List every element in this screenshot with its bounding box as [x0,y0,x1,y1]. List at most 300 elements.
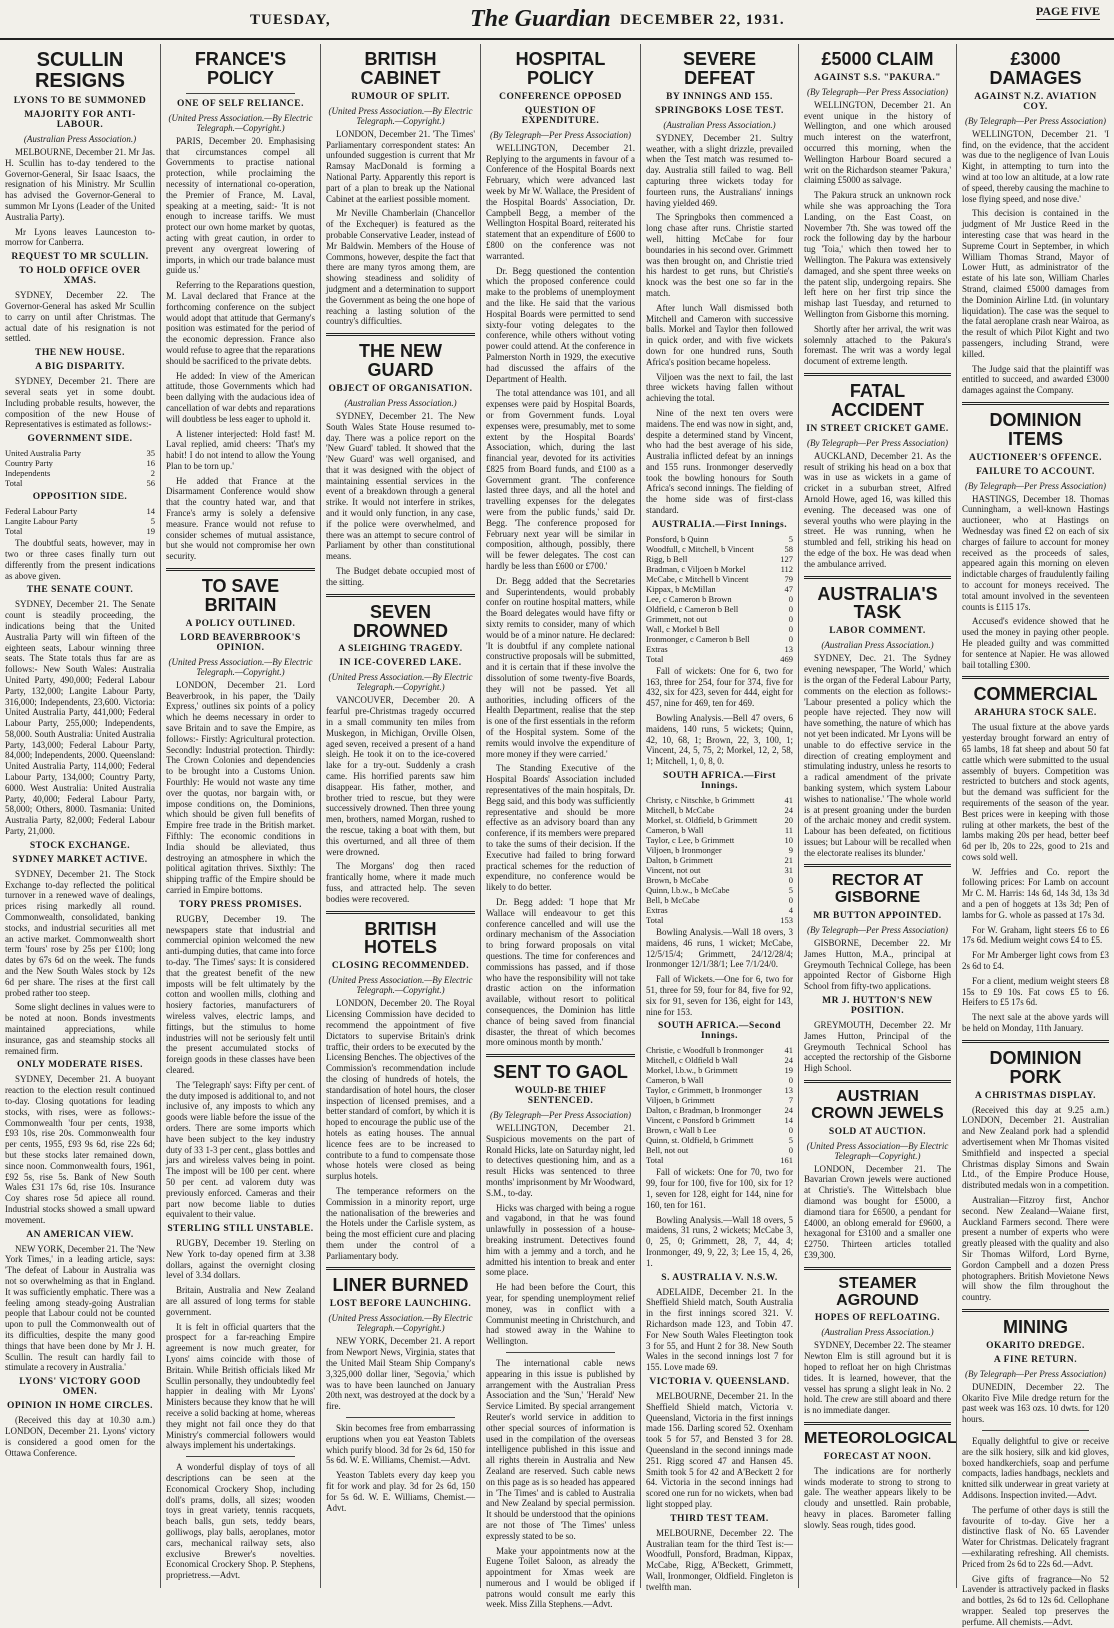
subheading: FORECAST AT NOON. [823,1451,932,1462]
batsman: Ponsford, b Quinn [646,533,709,544]
batsman: Total [646,915,664,926]
news-agency-credit: (United Press Association.—By Electric Telegraph.—Copyright.) [328,672,473,693]
runs: 153 [780,915,793,926]
seat-count: 35 [146,448,155,459]
runs: 14 [784,1115,793,1126]
subheading: FAILURE TO ACCOUNT. [976,466,1095,477]
subheading: GOVERNMENT SIDE. [27,434,133,445]
news-agency-credit: (By Telegraph—Per Press Association) [490,1110,631,1121]
article-paragraph: It is felt in official quarters that the prospect for a far-reaching Empire agreement is now much greater, for Lyons' aims coincide with those of Britain. While British officials liked Mr Scullin personally, they undoubtedly feel happier in dealing with Mr Lyons' Ministers because they know that he will receive a solid backing at home, whereas they might not fail once they do that Ministry's commercial followers would always implement his undertakings. [166,1321,315,1451]
table-row [646,634,793,644]
runs: 31 [784,865,793,876]
table-row [646,1135,793,1145]
article-paragraph: The usual fixture at the above yards yesterday brought forward an entry of 65 lambs, 18 fat sheep and about 50 fat cattle which were submitted to the usual assembly of buyers. Competition was restricted to butchers and stock agents, but the demand was sufficient for the requirements of the season of the year. Best prices were in keeping with those ruling at other markets, the best of the lambs making 20s per head, better beef 6d per lb, 20s to 22s, good to 21s and cows sold well. [962,722,1109,862]
article-paragraph: MELBOURNE, December 22. The Australian team for the third Test is:—Woodfull, Ponsford, Bradman, Kippax, McCabe, Rigg, A'Beckett, Grimmett, Wall, Ironmonger, Oldfield. Fingleton is twelfth man. [646,1527,793,1592]
article-paragraph: Dr. Begg questioned the contention which the proposed conference could make to the problems of unemployment and the like. He said that the various Hospital Boards were permitted to send sixty-four voting delegates to the conference, while others without voting power could attend. At the conference in Palmerston North in 1929, the executive had discussed the affairs of the Department of Health. [486,265,635,384]
runs: 13 [784,643,793,654]
article-paragraph: Fall of wickets: One for 6, two for 163, three for 254, four for 374, five for 432, six for 423, seven for 444, eight for 457, nine for 469, ten for 469. [646,665,793,709]
subheading: ONE OF SELF RELIANCE. [177,98,304,109]
runs: 41 [784,795,793,806]
divider [186,1456,295,1457]
table-row [646,915,793,925]
government-seats-table [5,448,155,488]
subheading: VICTORIA V. QUEENSLAND. [649,1376,790,1387]
table-row [646,795,793,805]
article-paragraph: A listener interjected: Hold fast! M. Laval replied, amid cheers: 'That's my habit! I do not intend to allow the Young Plan to be torn up.' [166,428,315,471]
runs: 20 [784,815,793,826]
article-paragraph: Bowling Analysis.—Wall 18 overs, 3 maidens, 46 runs, 1 wicket; McCabe, 12/5/15/4; Grimmett, 24/12/28/4; Ironmonger 12/1/38/1; Lee 7/1/24/0. [646,927,793,970]
runs: 161 [780,1155,793,1166]
batsman: Kippax, b McMillan [646,583,716,594]
article-paragraph: Nine of the next ten overs were maidens. The end was now in sight, and, despite a determined stand by Vincent, who had the best average of his side, Australia inflicted defeat by an innings and 155 runs. Ironmonger deservedly took the bowling honours for South Africa's second innings. The fielding of the home side was of first-class standard. [646,407,793,516]
batsman: Vincent, c Ponsford b Grimmett [646,1115,755,1126]
table-row [646,855,793,865]
article-paragraph: MELBOURNE, December 21. Mr Jas. H. Scullin has to-day tendered to the Governor-General, Sir Isaac Isaacs, the resignation of his Ministry. Mr Scullin has advised the Governor-General to summon Mr Lyons (Leader of the United Australia Party). [5,147,155,222]
article-paragraph: RUGBY, December 19. Sterling on New York to-day opened firm at 3.38 dollars, against the overnight closing level of 3.34 dollars. [166,1238,315,1281]
article-paragraph: W. Jeffries and Co. report the following prices: For Lamb on account Mr C. M. Harris: 14s 6d, 14s 3d, 13s 3d and a pen of hoggets at 13s 3d; Pen of lambs for G. whole as passed at 17s 3d. [962,866,1109,920]
table-row [5,478,155,488]
batsman: Morkel, st. Oldfield, b Grimmett [646,815,758,826]
subheading: SYDNEY MARKET ACTIVE. [12,854,148,865]
table-row [646,835,793,845]
table-row [5,458,155,468]
divider [804,373,951,376]
headline: AUSTRIAN CROWN JEWELS [811,1088,944,1122]
runs: 11 [784,825,793,836]
party-name: Langite Labour Party [5,516,78,527]
article-paragraph: He added that France at the Disarmament Conference would show that the country hated war, and that France's army is solely a defensive measure. France would not refuse to consider schemes of mutual assistance, but she would not compromise her own security. [166,475,315,562]
party-name: Total [5,526,23,537]
subheading: STERLING STILL UNSTABLE. [167,1224,314,1235]
batsman: Bell, b McCabe [646,895,700,906]
article-paragraph: He had been before the Court, this year, for spending unemployment relief money, was in conflict with a Communist meeting in Christchurch, and had stowed away in the Wahine to Wellington. [486,1282,635,1347]
article-paragraph: ADELAIDE, December 21. In the Sheffield Shield match, South Australia in the first innings scored 321. V. Richardson made 123, and Tobin 47. For New South Wales Fleetington took 3 for 55, and Hunt 2 for 38. New South Wales in the second innings lost 7 for 155. Love made 69. [646,1286,793,1373]
subheading: A SLEIGHING TRAGEDY. [338,644,463,655]
table-row [646,805,793,815]
divider [326,911,475,914]
article-paragraph: The next sale at the above yards will be held on Monday, 11th January. [962,1012,1109,1034]
batsman: Lee, c Cameron b Brown [646,593,732,604]
runs: 0 [788,1075,793,1086]
advertisement: Skin becomes free from embarrassing eruptions when you eat Yeaston Tablets which purify blood. 3d for 2s 6d, 150 for 5s 6d. W. E. Williams, Chemist.—Advt. [326,1422,475,1466]
headline: HOSPITAL POLICY [515,49,606,88]
subheading: CLOSING RECOMMENDED. [331,961,470,972]
subheading: AUCTIONEER'S OFFENCE. [969,452,1102,463]
runs: 0 [788,613,793,624]
news-agency-credit: (United Press Association.—By Electric Telegraph.—Copyright.) [328,975,473,996]
divider [962,676,1109,679]
runs: 0 [788,1145,793,1156]
table-row [646,534,793,544]
subheading: LYONS TO BE SUMMONED [13,96,147,106]
article-paragraph: VANCOUVER, December 20. A fearful pre-Christmas tragedy occurred in a small community ten miles from Muskegon, in Michigan, Orville Olsen, aged seven, received a present of a hand sleigh. He took it on to the ice-covered lake for a try-out. Suddenly a crash came. His horrified parents saw him disappear. His father, mother, and brother tried to rescue, but they were successively drowned. Then three young men, brothers, named Morgan, rushed to the rescue, taking a boat with them, but this overturned, and all three of them were drowned. [326,695,475,857]
subheading: SOUTH AFRICA.—Second Innings. [658,1021,781,1042]
batsman: Brown, c Wall b Lee [646,1125,717,1136]
headline: AUSTRALIA'S TASK [817,583,938,623]
article-paragraph: After lunch Wall dismissed both Mitchell and Cameron with successive balls. Morkel and Taylor then followed in quick order, and with five wickets down for one hundred runs, South Africa's position became hopeless. [646,302,793,367]
table-row [646,885,793,895]
subheading: RUMOUR OF SPLIT. [351,91,450,102]
article-paragraph: WELLINGTON, December 21. Suspicious movements on the part of Ronald Hicks, late on Saturday night, led to detectives questioning him, and as a result Hicks was sentenced to three months' imprisonment by Mr Woodward, S.M., to-day. [486,1123,635,1198]
table-row [5,468,155,478]
divider [486,1054,635,1057]
article-paragraph: The Springboks then commenced a long chase after runs. Christie started well, hitting McCabe for four boundaries in his second over. Grimmett was then brought on, and Christie tried his hardest to get runs, but Christie's knock was the best one so far in the match. [646,212,793,298]
news-agency-credit: (Australian Press Association.) [821,1327,934,1338]
masthead-day: TUESDAY, [250,12,331,28]
runs: 0 [788,593,793,604]
article-paragraph: SYDNEY, Dec. 21. The Sydney evening newspaper, 'The World,' which is the organ of the Federal Labour Party, comments on the election as follows:- 'Labour presented a policy which the people have rejected. They now will have something, the nature of which has not yet been indicated. Mr Lyons will be unable to do effective service in the direction of creating employment and stimulating industry, unless he resorts to a radical amendment of the private banking system, which system Labour wishes to nationalise.' 'The whole world is at present groaning under the burden of the archaic money and credit system. Labour has been defeated, on fictitious issues; but Labour will be recalled when the electorate realises its blunder.' [804,653,951,858]
runs: 21 [784,855,793,866]
runs: 47 [784,583,793,594]
article-paragraph: RUGBY, December 19. The newspapers state that industrial and commercial opinion welcomed the new anti-dumping duties, that came into force to-day. 'The Times' says: It is considered that the greatest benefit of the new imposts will be felt ultimately by the cotton and woollen mills, clothing and hosiery factories, manufacturers of wireless valves, electric lamps, and fittings, but the stimulus to home industries will not be seriously felt until the present accumulated stocks of foreign goods in these classes have been cleared. [166,913,315,1075]
article-paragraph: Britain, Australia and New Zealand are all assured of long terms for stable government. [166,1285,315,1317]
table-row [646,574,793,584]
article-paragraph: HASTINGS, December 18. Thomas Cunningham, a well-known Hastings auctioneer, who at Hastings on Wednesday was fined £2 on each of six charges of failure to account for money received as the proceeds of sales, appeared again this morning on eleven indictable charges of fraudulently failing to account for moneys received. The total amount involved in the seventeen counts is £115 17s. [962,493,1109,612]
article-paragraph: Bowling Analysis.—Bell 47 overs, 6 maidens, 140 runs, 5 wickets; Quinn, 42, 10, 68, 1; Brown, 22, 3, 100, 1; Vincent, 24, 5, 75, 2; Morkel, 12, 2, 58, 1; Mitchell, 1, 0, 8, 0. [646,713,793,767]
batsman: Extras [646,643,668,654]
subheading: QUESTION OF EXPENDITURE. [521,105,600,126]
subheading: LYONS' VICTORY GOOD OMEN. [19,1377,141,1398]
runs: 19 [784,1065,793,1076]
subheading: OKARITO DREDGE. [986,1340,1085,1351]
article-paragraph: MELBOURNE, December 21. In the Sheffield Shield match, Victoria v. Queensland, Victoria in the first innings made 156. Darling scored 52. Oxenham took 5 for 57, and Bensted 3 for 28. Queensland in the second innings made 251. Rigg scored 47 and Hansen 45. Smith took 5 for 42 and A'Beckett 2 for 64. Victoria in the second innings had scored one run for no wickets, when bad light stopped play. [646,1390,793,1509]
headline: MINING [1003,1316,1068,1337]
batsman: Woodfull, c Mitchell, b Vincent [646,543,754,554]
runs: 112 [780,563,793,574]
runs: 0 [788,895,793,906]
headline: SEVERE DEFEAT [682,49,757,88]
article-paragraph: SYDNEY, December 21. There are several seats yet in some doubt. Including probable results, however, the composition of the new House of Representatives is estimated as follows:- [5,376,155,430]
article-paragraph: AUCKLAND, December 21. As the result of striking his head on a box that was in use as wickets in a game of cricket in a suburban street, Alfred Arnold Howe, aged 16, was killed this evening. The deceased was one of several youths who were playing in the street. He was running, when he stumbled and fell, striking his head on the edge of the box. He was dead when the ambulance arrived. [804,450,951,569]
advertisement: The perfume of other days is still the favourite of to-day. Give her a distinctive flask of No. 65 Lavender Water for Christmas. Delicately fragrant—exhilarating refreshing. All chemists. Priced from 2s 6d to 22s 6d.—Advt. [962,1504,1109,1569]
divider [166,568,315,571]
notice-paragraph: The international cable news appearing in this issue is published by arrangement with the Australian Press Association and the 'Sun,' 'Herald' New Service Limited. By special arrangement Reuter's world service in addition to other special sources of information is used in the compilation of the overseas intelligence published in this issue and all rights therein in Australia and New Zealand are reserved. Such cable news on this page as is so headed has appeared in 'The Times' and is cabled to Australia and New Zealand by special permission. It should be understood that the opinions are not those of 'The Times' unless expressly stated to be so. [486,1357,635,1541]
seat-count: 2 [150,468,155,479]
table-row [646,1075,793,1085]
table-row [5,526,155,536]
headline: RECTOR AT GISBORNE [831,872,924,907]
article-paragraph: The Judge said that the plaintiff was entitled to succeed, and awarded £3000 damages against the Company. [962,363,1109,396]
runs: 58 [784,543,793,554]
subheading: MR BUTTON APPOINTED. [813,911,942,922]
batsman: Total [646,1155,664,1166]
article-paragraph: Fall of wickets: One for 70, two for 99, four for 100, five for 100, six for 1?1, seven for 128, eight for 144, nine for 160, ten for 161. [646,1167,793,1210]
batsman: Total [646,653,664,664]
divider [346,1417,455,1418]
news-agency-credit: (United Press Association.—By Electric Telegraph.—Copyright.) [168,112,313,133]
subheading: A POLICY OUTLINED. [185,618,296,629]
table-row [646,1045,793,1055]
subheading: LOST BEFORE LAUNCHING. [329,1299,472,1310]
subheading: THIRD TEST TEAM. [670,1513,769,1524]
runs: 10 [784,835,793,846]
divider [326,333,475,336]
subheading: STOCK EXCHANGE. [29,840,131,851]
column-7 [956,44,1114,1627]
batsman: Rigg, b Bell [646,553,688,564]
column-4 [480,44,640,1610]
table-row [646,875,793,885]
article-paragraph: This decision is contained in the judgment of Mr Justice Reed in the interesting case that was heard in the Supreme Court in September, in which William Thomas Strand, Mayor of Lower Hutt, as administrator of the estate of his late son, William Charles Strand, claimed £5000 damages from the Dominion Airline Ltd. (in voluntary liquidation). The case was the sequel to the fatal aeroplane crash near Wairoa, as the result of which Pilot Kight and two passengers, including Strand, were killed. [962,208,1109,359]
news-agency-credit: (By Telegraph—Per Press Association) [807,86,948,97]
column-6 [798,44,956,1588]
article-paragraph: Australian—Fitzroy first, Anchor second. New Zealand—Waiane first, Auckland Farmers second. There were present a number of experts who were greatly pleased with the quality and also Sir Thomas Wilford, Lord Byrne, Gordon Campbell and a dozen Press photographers. British Movietone News will show the film throughout the country. [962,1195,1109,1303]
batsman: Dalton, c Bradman, b Ironmonger [646,1105,762,1116]
masthead-title: The Guardian [470,6,611,32]
subheading: ARAHURA STOCK SALE. [974,708,1097,719]
article-paragraph: The Morgans' dog then raced frantically home, where it made much fuss, and attracted help. The seven bodies were recovered. [326,861,475,904]
table-row [646,624,793,634]
batsman: Brown, b McCabe [646,875,709,886]
news-agency-credit: (By Telegraph—Per Press Association) [965,115,1106,126]
divider [962,1040,1109,1043]
party-name: Country Party [5,458,53,469]
headline: METEOROLOGICAL [804,1429,957,1447]
batsman: Taylor, c Grimmett, b Ironmonger [646,1085,762,1096]
runs: 13 [784,1085,793,1096]
article-paragraph: SYDNEY, December 22. The Governor-General has asked Mr Scullin to carry on until after Christmas. The actual date of his resignation is not settled. [5,290,155,344]
table-row [5,506,155,516]
headline: SEVEN DROWNED [353,601,448,641]
divider [326,1267,475,1270]
article-paragraph: SYDNEY, December 21. A buoyant reaction to the election result continued to-day. Closing quotations for leading stocks, with rises, were as follows:- Commonwealth 'four per cents, 1938, £93 10s, rise 20s. Commonwealth four per cents, 1955, £93 9s 6d, rise 22s 6d; but these stocks later remained down, since noon. Commonwealth fours, 1961, £92 5s, rise 5s. Bank of New South Wales £31 17s 6d, rise 10s. Insurance Coy shares rose 5d apiece all round. Industrial stocks showed a small upward movement. [5,1074,155,1225]
article-paragraph: Hicks was charged with being a rogue and vagabond, in that he was found unlawfully in possession of a house-breaking instrument. Detectives found him with a jemmy and a torch, and he admitted his intention to break and enter some place. [486,1202,635,1278]
batsman: McCabe, c Mitchell b Vincent [646,573,749,584]
table-row [646,905,793,915]
column-1 [0,44,160,1588]
headline: £5000 CLAIM [821,49,934,69]
table-row [646,865,793,875]
table-row [646,594,793,604]
subheading: SPRINGBOKS LOSE TEST. [655,105,784,116]
article-paragraph: LONDON, December 20. The Royal Licensing Commission have decided to recommend the appointment of five Dictators to supervise Britain's drink traffic, their orders to be executed by the Licensing Benches. The objectives of the Commission's recommendation include the closing of hundreds of hotels, the standardisation of hotel hours, the closer inspection of licensed premises, and a better standard of comfort, by which it is hoped to encourage the public use of the hotels as eating houses. The annual licence fees are to be increased to contribute to a fund to compensate those whose hotels were closed as being surplus hotels. [326,998,475,1182]
article-paragraph: For a client, medium weight steers £8 15s to £9 10s. Fat cows £5 to £6. Heifers to £5 17s 6d. [962,975,1109,1008]
runs: 127 [780,553,793,564]
table-row [646,1095,793,1105]
runs: 24 [784,1105,793,1116]
article-paragraph: Some slight declines in values were to be noted at noon. Bonds investments maintained appreciations, while insurance, gas and steamship stocks all remained firm. [5,1002,155,1056]
table-row [646,1155,793,1165]
headline: SCULLIN RESIGNS [34,49,126,92]
subheading: A FINE RETURN. [993,1354,1078,1365]
batsman: Cameron, b Wall [646,825,704,836]
masthead [0,0,1114,40]
news-agency-credit: (By Telegraph—Per Press Association) [965,1368,1106,1379]
subheading: AGAINST N.Z. AVIATION COY. [974,91,1097,112]
article-paragraph: For W. Graham, light steers £6 to £6 17s 6d. Medium weight cows £4 to £5. [962,924,1109,946]
page-number: PAGE FIVE [1035,4,1100,18]
table-row [646,1105,793,1115]
subheading: LABOR COMMENT. [829,626,926,637]
headline: BRITISH CABINET [360,49,441,88]
runs: 5 [788,885,793,896]
runs: 9 [788,845,793,856]
opposition-seats-table [5,506,155,536]
subheading: BY INNINGS AND 155. [666,91,773,102]
table-row [646,815,793,825]
advertisement: Make your appointments now at the Eugene Toilet Saloon, as already the appointment for Xmas week are numerous and I would be obliged if patrons would consult me early this week. Miss Zilla Stephens.—Advt. [486,1545,635,1610]
article-paragraph: NEW YORK, December 21. The 'New York Times,' in a leading article, says: 'The defeat of Labour in Australia was not so overwhelming as that in England. It was sufficiently emphatic. There was a feeling among steady-going Australian people that Labour could not be counted upon to pull the Commonwealth out of its difficulties, despite the many good things that have been done by Mr J. H. Scullin. The result can hardly fail to stimulate a recovery in Australia.' [5,1243,155,1373]
headline: FATAL ACCIDENT [831,381,924,420]
advertisement: Equally delightful to give or receive are the silk hosiery, silk and kid gloves, boxed handkerchiefs, soap and perfume compacts, ladies handbags, necklets and knitted silk underwear in great variety at Addisons. Inspection invited.—Advt. [962,1436,1109,1501]
news-agency-credit: (Australian Press Association.) [663,119,776,130]
news-agency-credit: (By Telegraph—Per Press Association) [807,437,948,448]
runs: 7 [788,1095,793,1106]
table-row [646,825,793,835]
batsman: Ironmonger, c Cameron b Bell [646,633,750,644]
runs: 24 [784,805,793,816]
runs: 0 [788,1125,793,1136]
batsman: Morkel, l.b.w., b Grimmett [646,1065,738,1076]
subheading: S. AUSTRALIA V. N.S.W. [661,1272,778,1283]
news-agency-credit: (By Telegraph—Per Press Association) [807,925,948,936]
subheading: A BIG DISPARITY. [35,362,125,373]
runs: 0 [788,603,793,614]
runs: 5 [788,1135,793,1146]
table-row [5,516,155,526]
article-paragraph: Bowling Analysis.—Wall 18 overs, 5 maidens, 31 runs, 2 wickets; McCabe 3, 0, 25, 0; Grimmett, 28, 7, 44, 4; Ironmonger, 49, 9, 22, 3; Lee 15, 4, 26, 1. [646,1214,793,1268]
article-paragraph: GREYMOUTH, December 22. Mr James Hutton, Principal of the Greymouth Technical School has accepted the rectorship of the Gisborne High School. [804,1020,951,1074]
runs: 0 [788,875,793,886]
party-name: Independents [5,468,51,479]
batsman: Extras [646,905,668,916]
subheading: HOPES OF REFLOATING. [814,1313,941,1324]
article-paragraph: SYDNEY, December 21. The New South Wales State House resumed to-day. There was a police report on the 'New Guard' tabled. It showed that the 'New Guard' was well organised, and that it was designed with the object of maintaining essential services in the event of a breakdown through a general strike. It would not interfere in strikes, and it would only function, in any case, if the police were overwhelmed, and there was an attempt to secure control of Parliament by other than constitutional means. [326,410,475,562]
seat-count: 56 [146,478,155,489]
headline: BRITISH HOTELS [363,918,437,958]
column-3 [320,44,480,1588]
divider [804,1080,951,1083]
table-row [646,564,793,574]
subheading: AGAINST S.S. "PAKURA." [813,72,942,83]
runs: 0 [788,633,793,644]
batsman: Christie, c Woodfull b Ironmonger [646,1045,764,1056]
batsman: Christy, c Nitschke, b Grimmett [646,795,755,806]
table-row [646,604,793,614]
runs: 4 [788,905,793,916]
batsman: Mitchell, b McCabe [646,805,715,816]
article-paragraph: The 'Telegraph' says: Fifty per cent. of the duty imposed is additional to, and not inclusive of, any imposts to which any goods were liable before the issue of the orders. There are some imports which have been subject to the key industry duty of 33 1-3 per cent., glass bottles and jars and wireless valves being in point. The impost will be 100 per cent. where 50 per cent. ad valorem duty was previously enforced. Cameras and their part now become liable to duties equivalent to their value. [166,1079,315,1220]
batsman: Dalton, b Grimmett [646,855,713,866]
article-paragraph: DUNEDIN, December 22. The Okarito Five Mile dredge return for the past week was 163 ozs. 10 dwts. for 120 hours. [962,1381,1109,1425]
article-paragraph: The temperance reformers on the Commission in a minority report, urge the nationalisation of the breweries and the Hotels under the Carlisle system, as being the most efficient cure and placing them under the control of a Parliamentary body. [326,1185,475,1261]
batsman: Taylor, c Lee, b Grimmett [646,835,735,846]
divider [326,594,475,597]
divider [982,1430,1089,1431]
batsman: Mitchell, c Oldfield b Wall [646,1055,738,1066]
subheading: IN STREET CRICKET GAME. [806,423,949,434]
article-paragraph: Accused's evidence showed that he used the money in paying other people. He pleaded guilty and was committed for sentence at Napier. He was allowed bail totalling £300. [962,616,1109,670]
table-row [646,584,793,594]
batsman: Viljoen, b Ironmonger [646,845,722,856]
batsman: Bell, not out [646,1145,689,1156]
party-name: Federal Labour Party [5,506,78,517]
table-row [646,614,793,624]
masthead-date: DECEMBER 22, 1931. [620,12,785,28]
article-paragraph: WELLINGTON, December 21. Replying to the arguments in favour of a Conference of the Hospital Boards next February, which were advanced last week by Mr W. Wallace, the President of the Hospital Boards' Association, Dr. Campbell Begg, a member of the Wellington Hospital Board, reiterated his statement that an expenditure of £600 to £800 on the conference was not warranted. [486,142,635,261]
headline: £3000 DAMAGES [989,49,1082,88]
divider [804,864,951,867]
news-agency-credit: (United Press Association.—By Electric Telegraph.—Copyright.) [328,105,473,126]
batsman: Grimmett, not out [646,613,708,624]
batsman: Vincent, not out [646,865,701,876]
article-paragraph: Dr. Begg added that the Secretaries and Superintendents, would probably confer on routine hospital matters, while the Board delegates would have fifty or sixty remits to consider, many of which would be of a minor nature. He declared: 'It is doubtful if any complete national constructive proposals will be submitted, and it is certain that if these involve the dissolution of some twenty-five Boards, they will not be passed. Yet all authorities, including officers of the Health Department, realise that the step is one of the first essentials in the reform of the Hospital system. Some of the remits would involve the expenditure of more money if they were carried.' [486,575,635,759]
headline: COMMERCIAL [973,684,1098,705]
batsman: Wall, c Morkel b Bell [646,623,720,634]
table-row [646,1065,793,1075]
news-agency-credit: (By Telegraph—Per Press Association) [490,129,631,140]
news-agency-credit: (United Press Association—By Electric Telegraph—Copyright.) [806,1140,949,1161]
runs: 79 [784,573,793,584]
table-row [646,845,793,855]
subheading: OPPOSITION SIDE. [32,492,128,503]
batsman: Oldfield, c Cameron b Bell [646,603,739,614]
headline: FRANCE'S POLICY [194,49,287,88]
news-agency-credit: (United Press Association.—By Electric Telegraph.—Copyright.) [168,656,313,677]
article-paragraph: GISBORNE, December 22. Mr James Hutton, M.A., principal at Greymouth Technical College, has been appointed Rector of Gisborne High School from fifty-two applications. [804,938,951,992]
article-paragraph: Viljoen was the next to fail, the last three wickets having fallen without achieving the total. [646,371,793,404]
table-row [646,1125,793,1135]
subheading: WOULD-BE THIEF SENTENCED. [514,1086,607,1107]
headline: LINER BURNED [332,1275,469,1296]
batsman: Cameron, b Wall [646,1075,704,1086]
article-paragraph: (Received this day at 9.25 a.m.) LONDON, December 21. Australian and New Zealand pork had a splendid advertisement when Mr Thomas visited Smithfield and inspected a special Christmas display Simons and Swain Ltd., of the Empire Produce House, distributed medals won in a competition. [962,1104,1109,1191]
headline: TO SAVE BRITAIN [201,576,280,615]
table-row [646,544,793,554]
batsman: Bradman, c Viljoen b Morkel [646,563,746,574]
headline: DOMINION ITEMS [989,409,1082,449]
table-row [646,1145,793,1155]
article-paragraph: The doubtful seats, however, may in two or three cases finally turn out differently from the present indications as above given. [5,538,155,581]
table-row [5,448,155,458]
batsman: Viljoen, b Grimmett [646,1095,715,1106]
article-paragraph: SYDNEY, December 21. Sultry weather, with a slight drizzle, prevailed when the Test match was resumed to-day. Australia still failed to wag. Bell capturing three wickets today for fourteen runs, the Australians' innings having yielded 469. [646,132,793,208]
subheading: REQUEST TO MR SCULLIN. [11,252,149,263]
article-paragraph: (Received this day at 10.30 a.m.) LONDON, December 21. Lyons' victory is considered a good omen for the Ottawa Conference. [5,1415,155,1458]
divider [804,1422,951,1425]
scorecard-south-africa-first [646,795,793,925]
seat-count: 5 [150,516,155,527]
news-agency-credit: (United Press Association.—By Electric Telegraph.—Copyright.) [328,1313,473,1334]
article-paragraph: The total attendance was 101, and all expenses were paid by Hospital Boards, or from Government funds. Loyal expenses were, presumably, met to some extent by the Hospital Boards' Association, which, during the last financial year, devoted for its activities £825 from Board funds, and £100 as a Government grant. 'The conference lasted three days, and all the hotel and travelling expenses for the delegates were from the public funds,' said Dr. Begg. 'The conference proposed for February next year will be similar in composition, although, possibly, there will be fewer delegates. The cost can hardly be less than £600 or £700.' [486,388,635,572]
article-paragraph: The Budget debate occupied most of the sitting. [326,566,475,587]
article-paragraph: For Mr Amberger light cows from £3 2s 6d to £4. [962,950,1109,972]
runs: 24 [784,1055,793,1066]
article-paragraph: LONDON, December 21. 'The Times' Parliamentary correspondent states: An unfounded suggestion is current that Mr Ramsay MacDonald is forming a National Party. Apparently this report is part of a plan to break up the National Cabinet at the earliest possible moment. [326,128,475,204]
news-agency-credit: (By Telegraph—Per Press Association) [965,480,1106,491]
article-paragraph: Shortly after her arrival, the writ was solemnly attached to the Pakura's foremast. The writ was a wordy legal document of extreme length. [804,323,951,367]
subheading: AUSTRALIA.—First Innings. [651,519,788,530]
subheading: IN ICE-COVERED LAKE. [339,658,462,669]
advertisement: Give gifts of fragrance—No 52 Lavender is attractively packed in flasks and bottles, 2s 6d to 12s 6d. Cellophane wrapper. Sealed top preserves the perfume. All chemists.—Advt. [962,1573,1109,1627]
seat-count: 19 [146,526,155,537]
divider [962,1309,1109,1312]
table-row [646,644,793,654]
article-paragraph: NEW YORK, December 21. A report from Newport News, Virginia, states that the United Mail Steam Ship Company's 3,325,000 dollar liner, 'Segovia,' which was to have been launched on January 20th next, was destroyed at the dock by a fire. [326,1336,475,1412]
seat-count: 14 [146,506,155,517]
article-paragraph: Referring to the Reparations question, M. Laval declared that France at the forthcoming conference on the subject would adopt that attitude that Germany's position was estimated for the period of the economic depression. France also would refuse to agree that the reparations should be sacrificed to the private debts. [166,280,315,366]
article-paragraph: LONDON, December 21. The Bavarian Crown jewels were auctioned at Christie's. The Wittelsbach blue diamond was bought for £5000, a diamond tiara for £6500, a pendant for £4000, an oblong emerald for £9600, a hexagonal for £3100 and a smaller one £2750. Thirteen articles totalled £39,300. [804,1163,951,1261]
party-name: United Australia Party [5,448,82,459]
subheading: A CHRISTMAS DISPLAY. [975,1090,1096,1101]
column-2 [160,44,320,1588]
article-paragraph: Fall of Wickets.—One for 6, two for 51, three for 59, four for 84, five for 92, six for 91, seven for 136, eight for 143, nine for 153. [646,974,793,1017]
article-paragraph: SYDNEY, December 21. The Stock Exchange to-day reflected the political turnover in a renewed wave of dealings, prices rising markedly all round. Commonwealth, consolidated, banking stocks, and industrial securities all met an active market. Commonwealth short term 'fours' rose by 25s per £100; long dates by 67s 6d on the week. The funds and the New South Wales stock by 12s 6d per share. The rises at the first call probed rather too steep. [5,868,155,998]
table-row [646,1115,793,1125]
table-row [646,895,793,905]
headline: SENT TO GAOL [493,1062,628,1083]
subheading: ONLY MODERATE RISES. [16,1060,144,1071]
